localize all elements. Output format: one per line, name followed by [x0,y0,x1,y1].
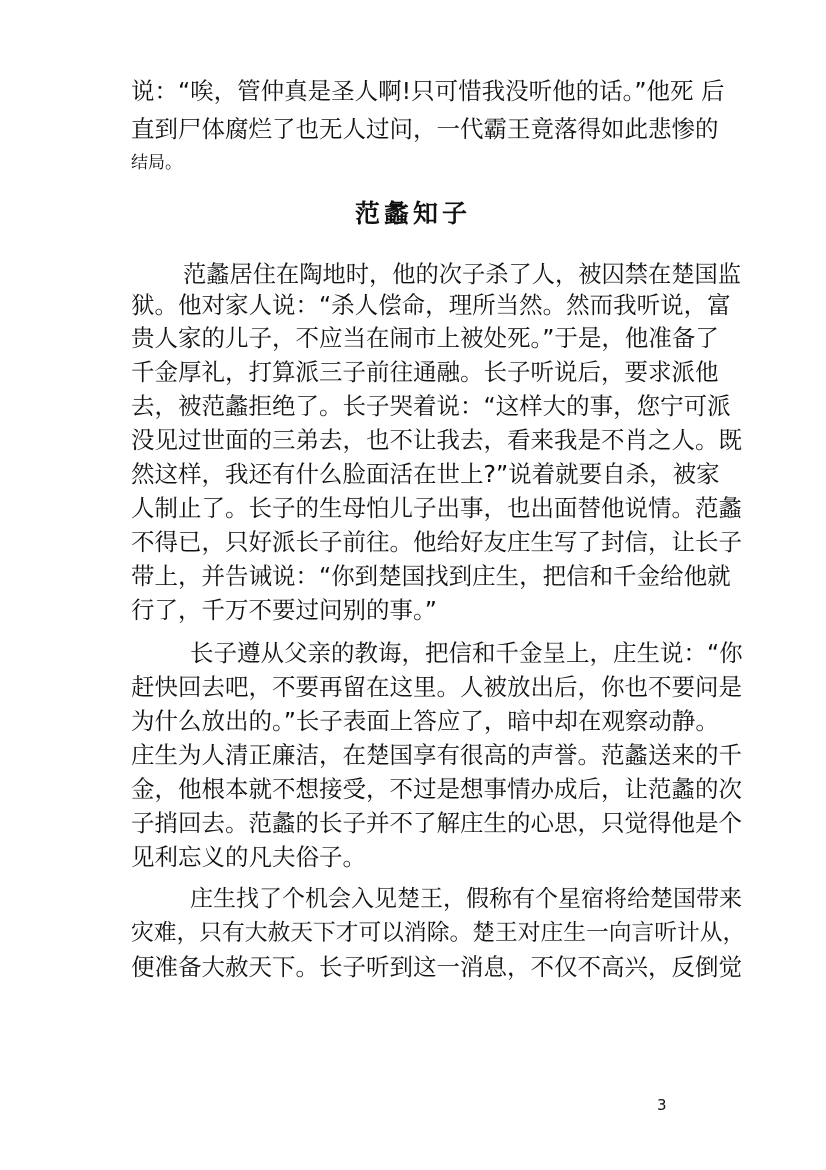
paragraph-line: 范蠡居住在陶地时，他的次子杀了人，被囚禁在楚国监 [183,261,742,288]
paragraph-line: 贵人家的儿子，不应当在闹市上被处死。”于是，他准备了 [131,324,719,352]
intro-line: 直到尸体腐烂了也无人过问，一代霸王竟落得如此悲惨的 [131,115,719,143]
paragraph-line: 去，被范蠡拒绝了。长子哭着说：“这样大的事，您宁可派 [131,392,731,420]
paragraph-line: 狱。他对家人说：“杀人偿命，理所当然。然而我听说，富 [131,291,731,319]
section-title: 范蠡知子 [354,199,471,228]
paragraph-line: 庄生找了个机会入见楚王，假称有个星宿将给楚国带来 [190,886,742,912]
paragraph-line: 没见过世面的三弟去，也不让我去，看来我是不肖之人。既 [131,426,742,454]
paragraph-line: 赶快回去吧，不要再留在这里。人被放出后，你也不要问是 [131,673,742,701]
paragraph-line: 千金厚礼，打算派三子前往通融。长子听说后，要求派他 [131,358,719,386]
paragraph-line: 为什么放出的。”长子表面上答应了，暗中却在观察动静。 [131,707,719,735]
paragraph-line: 见利忘义的凡夫俗子。 [131,843,366,871]
intro-line: 说：“唉，管仲真是圣人啊!只可惜我没听他的话。”他死 后 [131,77,725,105]
paragraph-line: 人制止了。长子的生母怕儿子出事，也出面替他说情。范蠡 [131,494,742,522]
paragraph-line: 灾难，只有大赦天下才可以消除。楚王对庄生一向言听计从， [131,920,746,946]
intro-line: 结局。 [131,153,182,173]
paragraph-line: 然这样，我还有什么脸面活在世上?”说着就要自杀，被家 [131,460,720,488]
paragraph-line: 行了，千万不要过问别的事。” [131,596,437,624]
page-number: 3 [657,1096,667,1114]
paragraph-line: 子捎回去。范蠡的长子并不了解庄生的心思，只觉得他是个 [131,809,742,837]
paragraph-line: 便准备大赦天下。长子听到这一消息，不仅不高兴，反倒觉 [131,953,742,981]
paragraph-line: 带上，并告诫说：“你到楚国找到庄生，把信和千金给他就 [131,562,731,590]
paragraph-line: 不得已，只好派长子前往。他给好友庄生写了封信，让长子 [131,528,742,556]
paragraph-line: 庄生为人清正廉洁，在楚国享有很高的声誉。范蠡送来的千 [131,741,742,769]
paragraph-line: 金，他根本就不想接受，不过是想事情办成后，让范蠡的次 [131,775,742,803]
paragraph-line: 长子遵从父亲的教诲，把信和千金呈上，庄生说：“你 [190,639,743,667]
